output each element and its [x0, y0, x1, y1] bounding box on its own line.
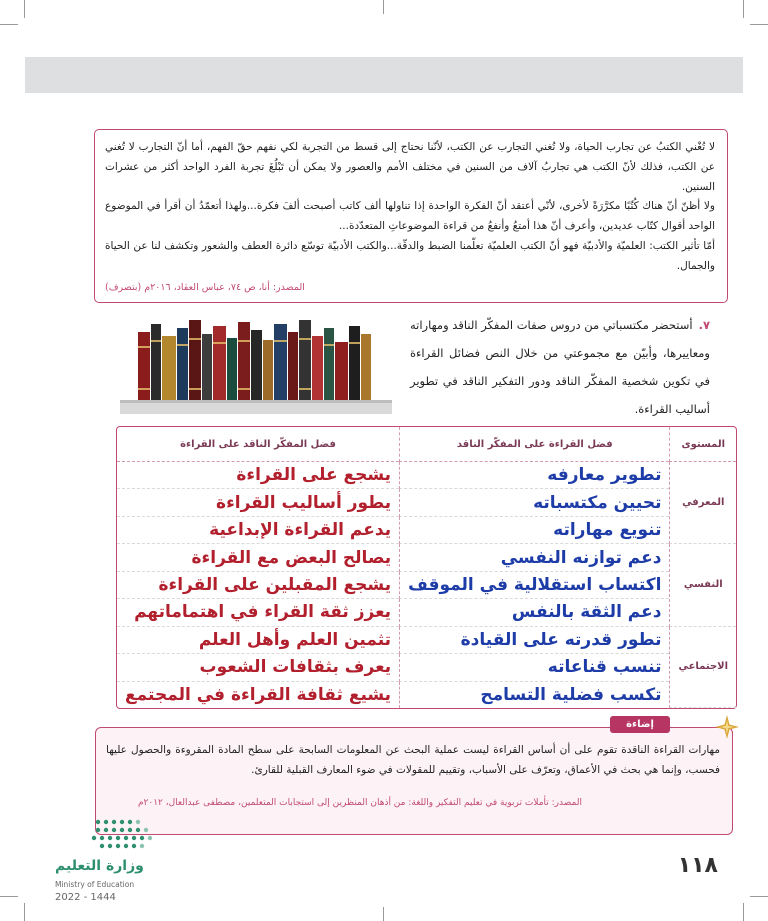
table-cell: دعم توازنه النفسي: [399, 544, 669, 571]
table-cell: تطوير معارفه: [399, 462, 669, 489]
crop-mark: [0, 24, 18, 25]
highlight-text: مهارات القراءة الناقدة تقوم على أن أساس القراءة ليست عملية البحث عن المعلومات السابحة على سطح المادة المقروءة والحصول عليها فحسب، وإنما هي بحث في الأعماق، وتعرّف على الأسباب، وتقييم للمقولات في ضوء المعارف القبلية للقارئ.: [106, 744, 720, 776]
table-cell: يدعم القراءة الإبداعية: [117, 517, 399, 544]
table-row: [117, 517, 736, 544]
ministry-logo: [55, 818, 165, 903]
question-7: [410, 311, 710, 423]
quote-paragraph-1: لا تُغْني الكتبُ عن تجارب الحياة، ولا تُغني التجارب عن الكتب، لأنّنا نحتاج إلى قسط من التجربة لكي نفهم حقّ الفهم، أما أنّ التجارب لا تُغني عن الكتب، فذلك لأنّ الكتب هي تجاربُ آلاف من السنين في مختلف الأمم والعصور ولا يمكن أن تَبْلُغَ تجربة الفرد الواحد أكثر من عشرات السنين.: [105, 141, 715, 193]
table-row: [117, 489, 736, 516]
level-social: الاجتماعي: [669, 627, 736, 708]
crop-mark: [0, 896, 18, 897]
table-row: [117, 599, 736, 626]
table-row: [117, 462, 736, 489]
quote-paragraph-3: أمّا تأثير الكتب: العلميّة والأدبيّة فهو أنّ الكتب العلميّة تعلّمنا الضبط والدقّة...والكتب الأدبيّة توسّع دائرة العطف والشعور وتكشف لنا عن الحياة والجمال.: [105, 239, 715, 272]
table-cell: يعزز ثقة القراء في اهتماماتهم: [117, 599, 399, 626]
table-header-row: [117, 427, 736, 462]
table-cell: يشجع المقبلين على القراءة: [117, 572, 399, 599]
table-cell: يصالح البعض مع القراءة: [117, 544, 399, 571]
table-cell: دعم الثقة بالنفس: [399, 599, 669, 626]
books-illustration: [120, 318, 392, 414]
table-cell: تحيين مكتسباته: [399, 489, 669, 516]
level-psychological: النفسي: [669, 544, 736, 626]
question-text: أستحضر مكتسباتي من دروس صفات المفكّر الناقد ومهاراته ومعاييرها، وأبيّن مع مجموعتي من خلال النص فضائل القراءة في تكوين شخصية المفكّر الناقد ودور التفكير الناقد في تطوير أساليب القراءة.: [410, 318, 710, 416]
level-cognitive: المعرفي: [669, 462, 736, 544]
sparkle-icon: [714, 714, 740, 740]
crop-mark: [750, 24, 768, 25]
quote-paragraph-2: ولا أظنّ أنّ هناك كُتُبًا مكرَّرَةً لأخرى، لأنّي أعتقد أنّ الفكرة الواحدة إذا تناولها ألف كاتب أصبحت ألفَ فكرة...ولهذا أتعمّدُ أن أقرأ في الموضوع الواحد أقوال كتّاب عديدين، وأعرف أنّ هذا أمتعُ وأنفعُ من قراءة الموضوعاتِ المتعدّدة...: [105, 200, 715, 233]
question-number: ٧.: [698, 318, 710, 332]
table-cell: يشجع على القراءة: [117, 462, 399, 489]
header-reading-benefit: فضل القراءة على المفكّر الناقد: [399, 427, 669, 462]
crop-mark: [383, 907, 384, 921]
table-cell: تنسب قناعاته: [399, 654, 669, 681]
highlight-tab: إضاءة: [610, 716, 670, 733]
ministry-logo-icon: [90, 818, 154, 854]
highlight-source: المصدر: تأملات تربوية في تعليم التفكير واللغة: من أذهان المنظرين إلى استجابات المتعلمين، مصطفى عبدالعال، ٢٠١٢م: [137, 798, 582, 808]
table-row: [117, 682, 736, 709]
ministry-name-en: Ministry of Education: [55, 880, 135, 889]
header-thinker-benefit: فضل المفكّر الناقد على القراءة: [117, 427, 399, 462]
ministry-name-ar: وزارة التعليم: [55, 858, 144, 874]
table-row: [117, 627, 736, 654]
table-row: [117, 544, 736, 571]
crop-mark: [24, 903, 25, 921]
table-row: [117, 654, 736, 681]
table-cell: يشيع ثقافة القراءة في المجتمع: [125, 684, 392, 705]
table-cell: يطور أساليب القراءة: [117, 489, 399, 516]
table-cell: تثمين العلم وأهل العلم: [117, 627, 399, 654]
table-row: [117, 572, 736, 599]
table-cell: يعرف بثقافات الشعوب: [117, 654, 399, 681]
highlight-box: [95, 719, 733, 835]
crop-mark: [743, 0, 744, 18]
crop-mark: [383, 0, 384, 14]
reading-benefits-table: [116, 426, 737, 709]
quote-box: [94, 129, 728, 303]
crop-mark: [750, 896, 768, 897]
table-cell: اكتساب استقلالية في الموقف: [399, 572, 669, 599]
crop-mark: [24, 0, 25, 18]
quote-source: المصدر: أنا، ص ٧٤، عباس العقاد، ٢٠١٦م (بتصرف): [105, 281, 305, 293]
header-band: [25, 57, 743, 93]
table-cell: تطور قدرته على القيادة: [399, 627, 669, 654]
header-level: المستوى: [669, 427, 736, 462]
edition-year: 2022 - 1444: [55, 892, 116, 903]
page-number: ١١٨: [677, 853, 718, 878]
table-cell: تكسب فضلية التسامح: [399, 682, 669, 709]
crop-mark: [743, 903, 744, 921]
table-cell: تنويع مهاراته: [399, 517, 669, 544]
